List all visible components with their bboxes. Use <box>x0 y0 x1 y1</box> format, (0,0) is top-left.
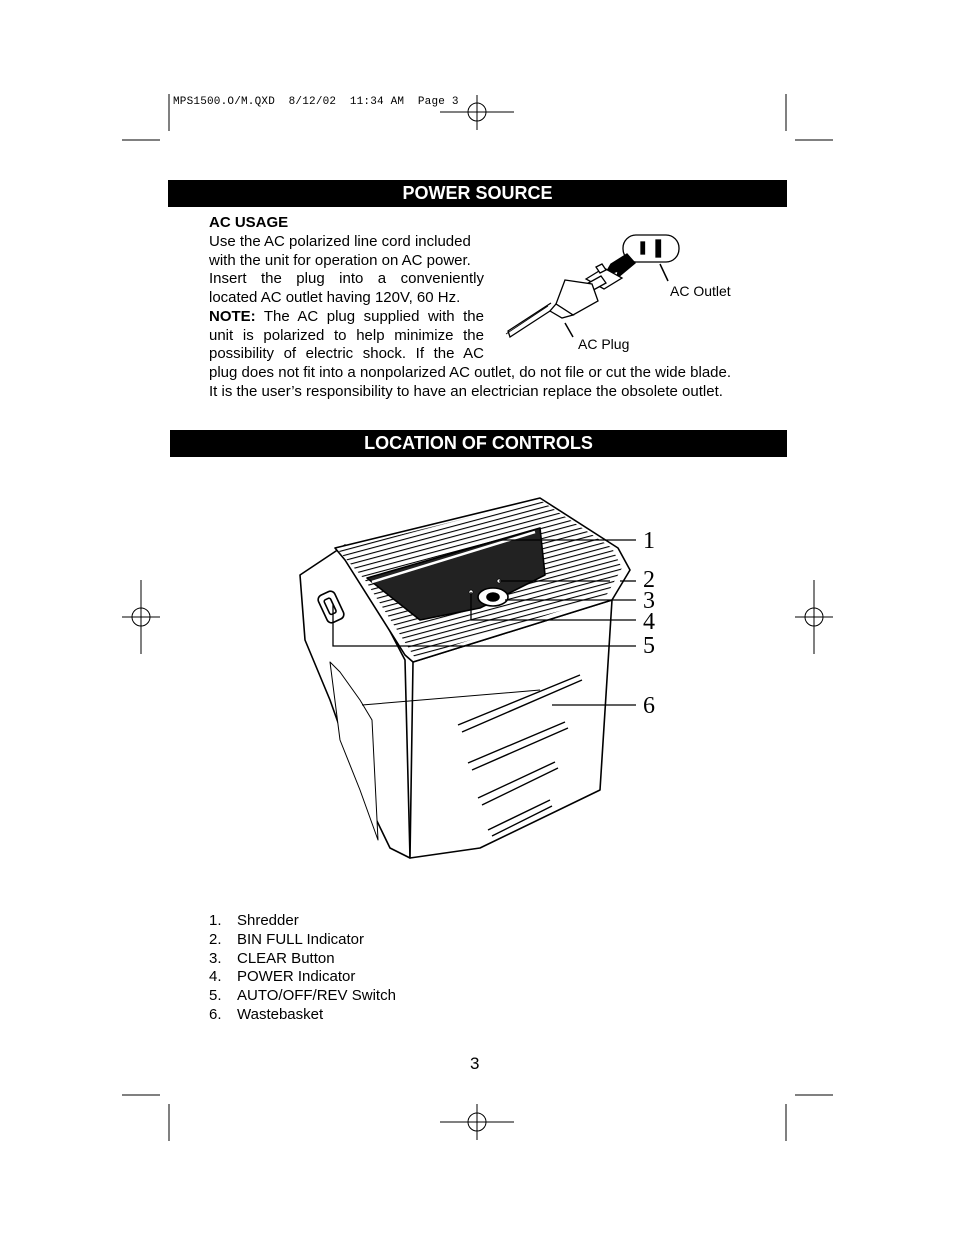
ac-line: located AC outlet having 120V, 60 Hz. <box>209 289 461 307</box>
list-number: 1. <box>209 912 222 929</box>
ac-line: with the unit for operation on AC power. <box>209 251 471 269</box>
list-item <box>209 968 396 987</box>
list-number: 2. <box>209 930 222 948</box>
list-number: 3. <box>209 949 222 967</box>
ac-usage-heading: AC USAGE <box>209 214 289 231</box>
list-label: BIN FULL Indicator <box>237 930 364 948</box>
page-number: 3 <box>470 1054 480 1073</box>
callout-5: 5 <box>643 633 655 659</box>
ac-line: plug does not fit into a nonpolarized AC outlet, do not file or cut the wide blade. <box>209 364 732 381</box>
ac-line: Use the AC polarized line cord included <box>209 233 471 250</box>
callout-1: 1 <box>643 528 655 554</box>
list-label: Shredder <box>237 912 299 929</box>
note-line: unit is polarized to help minimize the <box>209 326 484 344</box>
list-item <box>209 987 396 1006</box>
list-label: Wastebasket <box>237 1005 324 1023</box>
list-number: 6. <box>209 1005 222 1023</box>
note-line: possibility of electric shock. If the AC <box>209 345 484 363</box>
list-item <box>209 912 396 931</box>
callout-2: 2 <box>643 567 655 593</box>
file-slug: MPS1500.O/M.QXD 8/12/02 11:34 AM Page 3 <box>173 96 459 108</box>
callout-4: 4 <box>643 609 655 635</box>
list-item <box>209 950 396 969</box>
list-label: AUTO/OFF/REV Switch <box>237 987 396 1005</box>
list-label: CLEAR Button <box>237 949 335 967</box>
note-text: The AC plug supplied with the <box>255 307 484 325</box>
power-source-header: POWER SOURCE <box>168 180 787 207</box>
ac-plug-label: AC Plug <box>578 336 630 352</box>
note-label: NOTE: <box>209 307 256 325</box>
list-label: POWER Indicator <box>237 968 356 986</box>
ac-outlet-label: AC Outlet <box>670 283 731 299</box>
list-number: 4. <box>209 968 222 986</box>
ac-line: It is the user’s responsibility to have an electrician replace the obsolete outlet. <box>209 382 723 400</box>
location-of-controls-header: LOCATION OF CONTROLS <box>170 430 787 457</box>
list-number: 5. <box>209 987 222 1005</box>
list-item <box>209 1006 396 1025</box>
callout-6: 6 <box>643 693 655 719</box>
ac-line: Insert the plug into a conveniently <box>209 270 484 288</box>
callout-3: 3 <box>643 588 655 614</box>
controls-list <box>209 912 396 1025</box>
list-item <box>209 931 396 950</box>
